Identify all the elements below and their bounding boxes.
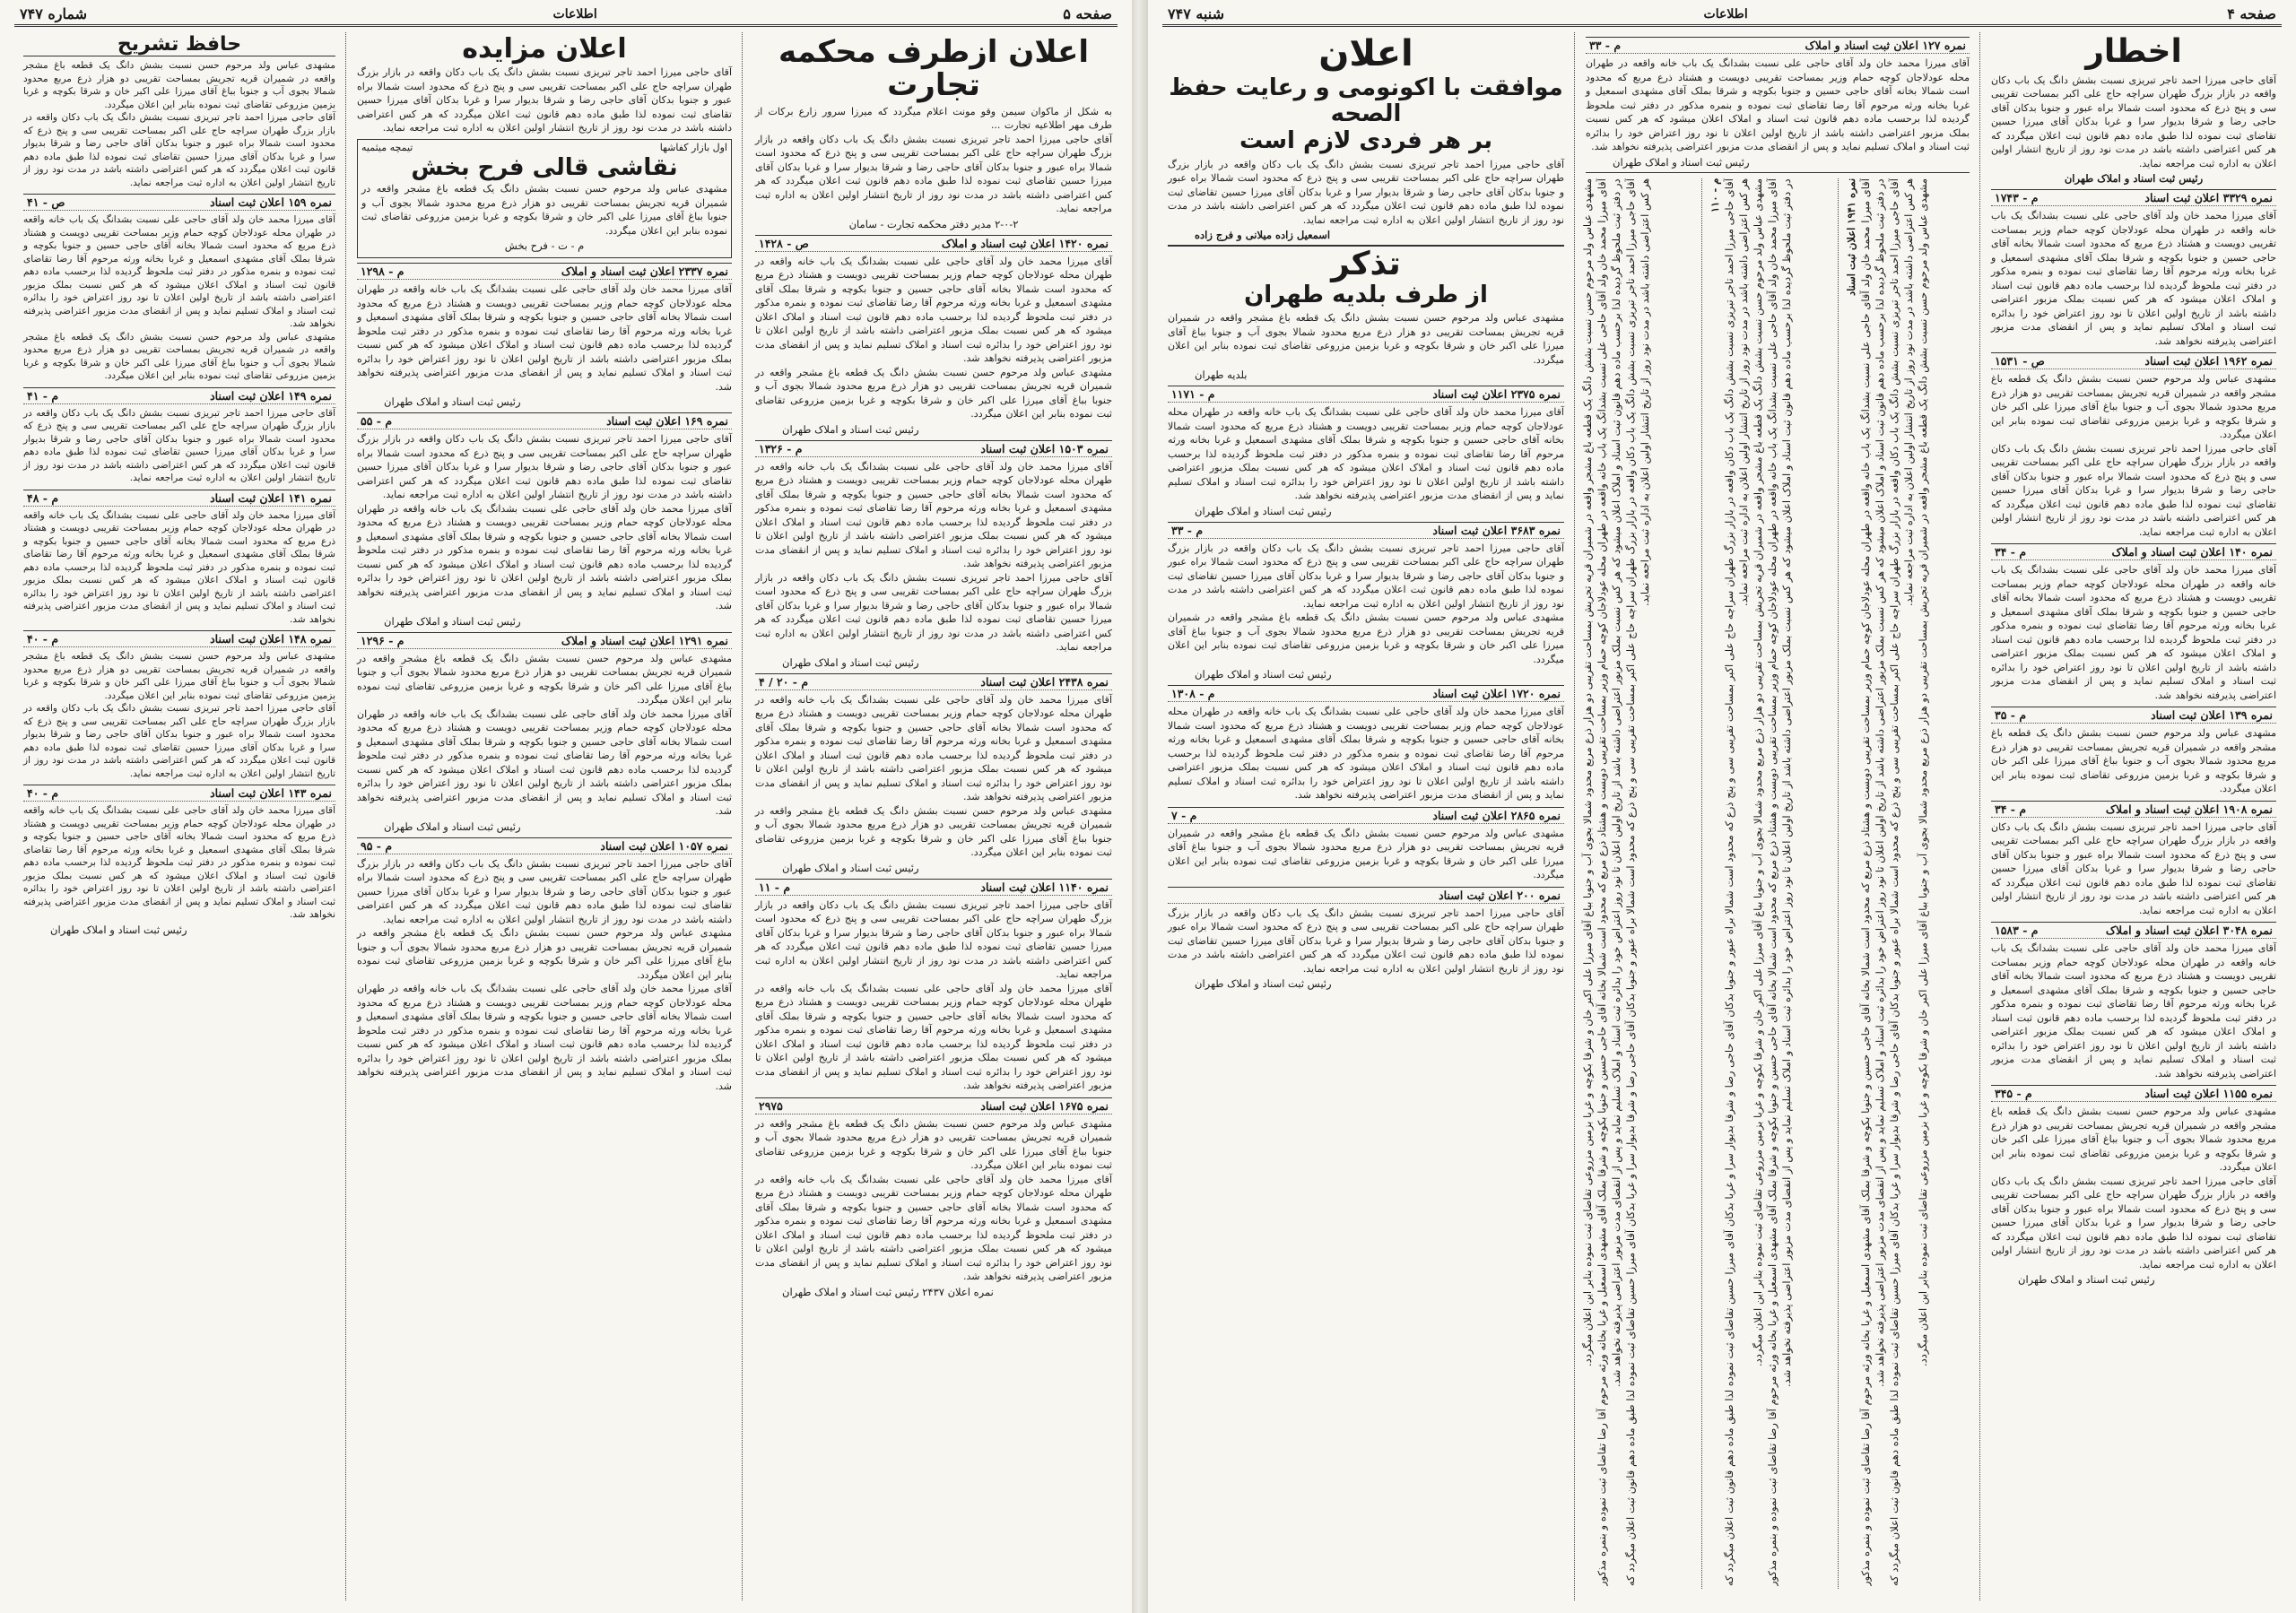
notice-body: مشهدی عباس ولد مرحوم حسن نسبت بشش دانگ یک قطعه باغ مشجر واقعه در شمیران قریه تجریش بمساحت تقریبی دو هزار ذرع مربع محدود شمالا بجوی آب و جنوبا بباغ آقای میرزا علی اکبر خان و شرقا بکوچه و غربا بزمین مزروعی تقاضای ثبت نموده بنابر این اعلان میگردد.	[23, 331, 335, 382]
main-notice-subtitle: موافقت با اکونومی و رعایت حفظ الصحه	[1169, 74, 1563, 127]
court-signature: ۲-۰-۲ مدیر دفتر محکمه تجارت - سامان	[848, 217, 1019, 230]
rotated-notice: نمره ۱۹۴۱ اعلان ثبت اسناد آقای میرزا محمد خان ولد آقای حاجی علی نسبت بشدانگ یک باب خانه واقعه در طهران محله عودلاجان کوچه حمام وزیر بمساحت تقریبی دویست و هشتاد ذرع مربع که محدود است شمالا بخانه آقای حاجی حسین و جنوبا بکوچه و شرقا بملک آقای مشهدی اسمعیل و غربا بخانه ورثه مرحوم آقا رضا تقاضای ثبت نموده و بنمره مذکور در دفتر ثبت ملحوظ گردیده لذا برحسب ماده دهم قانون ثبت اسناد و املاک اعلان میشود که هر کس نسبت بملک مزبور اعتراضی داشته باشد از تاریخ اولین اعلان تا نود روز اعتراض خود را بدائره ثبت اسناد و املاک تسلیم نماید و پس از انقضای مدت مزبور اعتراضی پذیرفته نخواهد شد. آقای حاجی میرزا احمد تاجر تبریزی نسبت بشش دانگ یک باب دکان واقعه در بازار بزرگ طهران سراچه حاج علی اکبر بمساحت تقریبی سی و پنج ذرع که محدود است شمالا براه عبور و جنوبا بدکان آقای حاجی رضا و شرقا بدیوار سرا و غربا بدکان آقای میرزا حسین تقاضای ثبت نموده لذا طبق ماده دهم قانون ثبت اعلان میگردد که هر کس اعتراضی داشته باشد در مدت نود روز از تاریخ انتشار اولین اعلان به اداره ثبت مراجعه نماید. مشهدی عباس ولد مرحوم حسن نسبت بشش دانگ یک قطعه باغ مشجر واقعه در شمیران قریه تجریش بمساحت تقریبی دو هزار ذرع مربع محدود شمالا بجوی آب و جنوبا بباغ آقای میرزا علی اکبر خان و شرقا بکوچه و غربا بزمین مزروعی تقاضای ثبت نموده بنابر این اعلان میگردد.	[1845, 178, 1929, 1586]
notice-header: نمره ۱۹۶۲ اعلان ثبت اسناد ص - ۱۵۳۱	[1991, 352, 2276, 369]
warning-body: آقای حاجی میرزا احمد تاجر تبریزی نسبت بشش دانگ یک باب دکان واقعه در بازار بزرگ طهران سراچه حاج علی اکبر بمساحت تقریبی سی و پنج ذرع که محدود است شمالا براه عبور و جنوبا بدکان آقای حاجی رضا و شرقا بدیوار سرا و غربا بدکان آقای میرزا حسین تقاضای ثبت نموده لذا طبق ماده دهم قانون ثبت اعلان میگردد که هر کس اعتراضی داشته باشد در مدت نود روز از تاریخ انتشار اولین اعلان به اداره ثبت مراجعه نماید.	[1991, 74, 2276, 169]
notice-body: آقای میرزا محمد خان ولد آقای حاجی علی نسبت بشدانگ یک باب خانه واقعه در طهران محله عودلاجان کوچه حمام وزیر بمساحت تقریبی دویست و هشتاد ذرع مربع که محدود است شمالا بخانه آقای حاجی حسین و جنوبا بکوچه و شرقا بملک آقای مشهدی اسمعیل و غربا بخانه ورثه مرحوم آقا رضا تقاضای ثبت نموده و بنمره مذکور در دفتر ثبت ملحوظ گردیده لذا برحسب ماده دهم قانون ثبت اسناد و املاک اعلان میشود که هر کس نسبت بملک مزبور اعتراضی داشته باشد از تاریخ اولین اعلان تا نود روز اعتراض خود را بدائره ثبت اسناد و املاک تسلیم نماید و پس از انقضای مدت مزبور اعتراضی پذیرفته نخواهد شد.	[755, 982, 1112, 1092]
notice-body: مشهدی عباس ولد مرحوم حسن نسبت بشش دانگ یک قطعه باغ مشجر واقعه در شمیران قریه تجریش بمساحت تقریبی دو هزار ذرع مربع محدود شمالا بجوی آب و جنوبا بباغ آقای میرزا علی اکبر خان و شرقا بکوچه و غربا بزمین مزروعی تقاضای ثبت نموده بنابر این اعلان میگردد.	[357, 927, 732, 981]
notice-body: آقای میرزا محمد خان ولد آقای حاجی علی نسبت بشدانگ یک باب خانه واقعه در طهران محله عودلاجان کوچه حمام وزیر بمساحت تقریبی دویست و هشتاد ذرع مربع که محدود است شمالا بخانه آقای حاجی حسین و جنوبا بکوچه و شرقا بملک آقای مشهدی اسمعیل و غربا بخانه ورثه مرحوم آقا رضا تقاضای ثبت نموده و بنمره مذکور در دفتر ثبت ملحوظ گردیده لذا برحسب ماده دهم قانون ثبت اسناد و املاک اعلان میشود که هر کس نسبت بملک مزبور اعتراضی داشته باشد از تاریخ اولین اعلان تا نود روز اعتراض خود را بدائره ثبت اسناد و املاک تسلیم نماید و پس از انقضای مدت مزبور اعتراضی پذیرفته نخواهد شد.	[755, 693, 1112, 803]
left-page-header	[14, 4, 1118, 27]
reminder-signer: بلدیه طهران	[1195, 369, 1248, 382]
notice-signature: رئیس ثبت اسناد و املاک طهران	[384, 395, 521, 409]
notice-body: آقای میرزا محمد خان ولد آقای حاجی علی نسبت بشدانگ یک باب خانه واقعه در طهران محله عودلاجان کوچه حمام وزیر بمساحت تقریبی دویست و هشتاد ذرع مربع که محدود است شمالا بخانه آقای حاجی حسین و جنوبا بکوچه و شرقا بملک آقای مشهدی اسمعیل و غربا بخانه ورثه مرحوم آقا رضا تقاضای ثبت نموده و بنمره مذکور در دفتر ثبت ملحوظ گردیده لذا برحسب ماده دهم قانون ثبت اسناد و املاک اعلان میشود که هر کس نسبت بملک مزبور اعتراضی داشته باشد از تاریخ اولین اعلان تا نود روز اعتراض خود را بدائره ثبت اسناد و املاک تسلیم نماید و پس از انقضای مدت مزبور اعتراضی پذیرفته نخواهد شد.	[1168, 706, 1564, 802]
main-notice-title: اعلان	[1318, 33, 1413, 74]
main-notice-signer: اسمعیل زاده میلانی و فرج زاده	[1195, 229, 1331, 242]
notice-body: مشهدی عباس ولد مرحوم حسن نسبت بشش دانگ یک قطعه باغ مشجر واقعه در شمیران قریه تجریش بمساحت تقریبی دو هزار ذرع مربع محدود شمالا بجوی آب و جنوبا بباغ آقای میرزا علی اکبر خان و شرقا بکوچه و غربا بزمین مزروعی تقاضای ثبت نموده بنابر این اعلان میگردد.	[1991, 727, 2276, 795]
notice-body: آقای میرزا محمد خان ولد آقای حاجی علی نسبت بشدانگ یک باب خانه واقعه در طهران محله عودلاجان کوچه حمام وزیر بمساحت تقریبی دویست و هشتاد ذرع مربع که محدود است شمالا بخانه آقای حاجی حسین و جنوبا بکوچه و شرقا بملک آقای مشهدی اسمعیل و غربا بخانه ورثه مرحوم آقا رضا تقاضای ثبت نموده و بنمره مذکور در دفتر ثبت ملحوظ گردیده لذا برحسب ماده دهم قانون ثبت اسناد و املاک اعلان میشود که هر کس نسبت بملک مزبور اعتراضی داشته باشد از تاریخ اولین اعلان تا نود روز اعتراض خود را بدائره ثبت اسناد و املاک تسلیم نماید و پس از انقضای مدت مزبور اعتراضی پذیرفته نخواهد شد.	[357, 283, 733, 393]
notice-signature: رئیس ثبت اسناد و املاک طهران	[1195, 504, 1332, 517]
notice-header: نمره ۱۹۰۸ اعلان ثبت اسناد و املاک م - ۳۴	[1991, 801, 2276, 818]
notice-header: نمره ۱۴۸ اعلان ثبت اسناد م - ۴۰	[23, 630, 335, 647]
warning-signer: رئیس ثبت اسناد و املاک طهران	[2064, 172, 2204, 186]
notice-body: مشهدی عباس ولد مرحوم حسن نسبت بشش دانگ یک قطعه باغ مشجر واقعه در شمیران قریه تجریش بمساحت تقریبی دو هزار ذرع مربع محدود شمالا بجوی آب و جنوبا بباغ آقای میرزا علی اکبر خان و شرقا بکوچه و غربا بزمین مزروعی تقاضای ثبت نموده بنابر این اعلان میگردد.	[357, 652, 732, 707]
left-page	[0, 0, 1132, 1613]
notice-header: نمره ۲۳۷۵ اعلان ثبت اسناد م - ۱۱۷۱	[1168, 386, 1564, 403]
notice-body: مشهدی عباس ولد مرحوم حسن نسبت بشش دانگ یک قطعه باغ مشجر واقعه در شمیران قریه تجریش بمساحت تقریبی دو هزار ذرع مربع محدود شمالا بجوی آب و جنوبا بباغ آقای میرزا علی اکبر خان و شرقا بکوچه و غربا بزمین مزروعی تقاضای ثبت نموده بنابر این اعلان میگردد.	[1991, 1106, 2276, 1174]
notice-header: نمره ۱۲۷ اعلان ثبت اسناد و املاک م - ۳۳	[1586, 37, 1970, 54]
page-number: شنبه ۷۴۷	[1168, 5, 1224, 22]
notice-header: نمره ۱۶۷۵ اعلان ثبت اسناد ۲۹۷۵	[755, 1097, 1112, 1114]
carpet-ad-box	[357, 139, 732, 259]
column-rule	[742, 32, 743, 1600]
page-number: صفحه ۵	[1063, 5, 1112, 22]
notice-body: آقای میرزا محمد خان ولد آقای حاجی علی نسبت بشدانگ یک باب خانه واقعه در طهران محله عودلاجان کوچه حمام وزیر بمساحت تقریبی دویست و هشتاد ذرع مربع که محدود است شمالا بخانه آقای حاجی حسین و جنوبا بکوچه و شرقا بملک آقای مشهدی اسمعیل و غربا بخانه ورثه مرحوم آقا رضا تقاضای ثبت نموده و بنمره مذکور در دفتر ثبت ملحوظ گردیده لذا برحسب ماده دهم قانون ثبت اسناد و املاک اعلان میشود که هر کس نسبت بملک مزبور اعتراضی داشته باشد از تاریخ اولین اعلان تا نود روز اعتراض خود را بدائره ثبت اسناد و املاک تسلیم نماید و پس از انقضای مدت مزبور اعتراضی پذیرفته نخواهد شد.	[1168, 406, 1564, 502]
right-page-header	[1162, 4, 2282, 27]
rotated-notice: مشهدی عباس ولد مرحوم حسن نسبت بشش دانگ یک قطعه باغ مشجر واقعه در شمیران قریه تجریش بمساحت تقریبی دو هزار ذرع مربع محدود شمالا بجوی آب و جنوبا بباغ آقای میرزا علی اکبر خان و شرقا بکوچه و غربا بزمین مزروعی تقاضای ثبت نموده بنابر این اعلان میگردد. آقای میرزا محمد خان ولد آقای حاجی علی نسبت بشدانگ یک باب خانه واقعه در طهران محله عودلاجان کوچه حمام وزیر بمساحت تقریبی دویست و هشتاد ذرع مربع که محدود است شمالا بخانه آقای حاجی حسین و جنوبا بکوچه و شرقا بملک آقای مشهدی اسمعیل و غربا بخانه ورثه مرحوم آقا رضا تقاضای ثبت نموده و بنمره مذکور در دفتر ثبت ملحوظ گردیده لذا برحسب ماده دهم قانون ثبت اسناد و املاک اعلان میشود که هر کس نسبت بملک مزبور اعتراضی داشته باشد از تاریخ اولین اعلان تا نود روز اعتراض خود را بدائره ثبت اسناد و املاک تسلیم نماید و پس از انقضای مدت مزبور اعتراضی پذیرفته نخواهد شد. آقای حاجی میرزا احمد تاجر تبریزی نسبت بشش دانگ یک باب دکان واقعه در بازار بزرگ طهران سراچه حاج علی اکبر بمساحت تقریبی سی و پنج ذرع که محدود است شمالا براه عبور و جنوبا بدکان آقای حاجی رضا و شرقا بدیوار سرا و غربا بدکان آقای میرزا حسین تقاضای ثبت نموده لذا طبق ماده دهم قانون ثبت اعلان میگردد که هر کس اعتراضی داشته باشد در مدت نود روز از تاریخ انتشار اولین اعلان به اداره ثبت مراجعه نماید.	[1581, 178, 1651, 1586]
notice-body: آقای حاجی میرزا احمد تاجر تبریزی نسبت بشش دانگ یک باب دکان واقعه در بازار بزرگ طهران سراچه حاج علی اکبر بمساحت تقریبی سی و پنج ذرع که محدود است شمالا براه عبور و جنوبا بدکان آقای حاجی رضا و شرقا بدیوار سرا و غربا بدکان آقای میرزا حسین تقاضای ثبت نموده لذا طبق ماده دهم قانون ثبت اعلان میگردد که هر کس اعتراضی داشته باشد در مدت نود روز از تاریخ انتشار اولین اعلان به اداره ثبت مراجعه نماید.	[23, 407, 335, 484]
carpet-ad-signer: م - ت - فرح بخش	[504, 239, 585, 253]
notice-body: آقای حاجی میرزا احمد تاجر تبریزی نسبت بشش دانگ یک باب دکان واقعه در بازار بزرگ طهران سراچه حاج علی اکبر بمساحت تقریبی سی و پنج ذرع که محدود است شمالا براه عبور و جنوبا بدکان آقای حاجی رضا و شرقا بدیوار سرا و غربا بدکان آقای میرزا حسین تقاضای ثبت نموده لذا طبق ماده دهم قانون ثبت اعلان میگردد که هر کس اعتراضی داشته باشد در مدت نود روز از تاریخ انتشار اولین اعلان به اداره ثبت مراجعه نماید.	[755, 898, 1112, 981]
notice-header: نمره ۲۸۶۵ اعلان ثبت اسناد م - ۷	[1168, 807, 1564, 824]
notice-signature: رئیس ثبت اسناد و املاک طهران	[1195, 668, 1332, 681]
column-rule	[1838, 178, 1839, 1589]
notice-header: نمره ۱۰۵۷ اعلان ثبت اسناد م - ۹۵	[357, 837, 732, 854]
auction-title: اعلان مزایده	[462, 33, 627, 65]
column-rule	[1574, 32, 1575, 1600]
reminder-title: تذکر	[1168, 245, 1564, 282]
notice-body: آقای حاجی میرزا احمد تاجر تبریزی نسبت بشش دانگ یک باب دکان واقعه در بازار بزرگ طهران سراچه حاج علی اکبر بمساحت تقریبی سی و پنج ذرع که محدود است شمالا براه عبور و جنوبا بدکان آقای حاجی رضا و شرقا بدیوار سرا و غربا بدکان آقای میرزا حسین تقاضای ثبت نموده لذا طبق ماده دهم قانون ثبت اعلان میگردد که هر کس اعتراضی داشته باشد در مدت نود روز از تاریخ انتشار اولین اعلان به اداره ثبت مراجعه نماید.	[755, 571, 1112, 654]
notice-body: آقای میرزا محمد خان ولد آقای حاجی علی نسبت بشدانگ یک باب خانه واقعه در طهران محله عودلاجان کوچه حمام وزیر بمساحت تقریبی دویست و هشتاد ذرع مربع که محدود است شمالا بخانه آقای حاجی حسین و جنوبا بکوچه و شرقا بملک آقای مشهدی اسمعیل و غربا بخانه ورثه مرحوم آقا رضا تقاضای ثبت نموده و بنمره مذکور در دفتر ثبت ملحوظ گردیده لذا برحسب ماده دهم قانون ثبت اسناد و املاک اعلان میشود که هر کس نسبت بملک مزبور اعتراضی داشته باشد از تاریخ اولین اعلان تا نود روز اعتراض خود را بدائره ثبت اسناد و املاک تسلیم نماید و پس از انقضای مدت مزبور اعتراضی پذیرفته نخواهد شد.	[1991, 210, 2276, 347]
notice-header: نمره ۱۴۳ اعلان ثبت اسناد م - ۴۰	[23, 785, 335, 802]
notice-signature: رئیس ثبت اسناد و املاک طهران	[1195, 977, 1332, 991]
notice-header: نمره ۱۴۲۰ اعلان ثبت اسناد و املاک ص - ۱۴۲۸	[755, 235, 1112, 252]
notice-body: آقای حاجی میرزا احمد تاجر تبریزی نسبت بشش دانگ یک باب دکان واقعه در بازار بزرگ طهران سراچه حاج علی اکبر بمساحت تقریبی سی و پنج ذرع که محدود است شمالا براه عبور و جنوبا بدکان آقای حاجی رضا و شرقا بدیوار سرا و غربا بدکان آقای میرزا حسین تقاضای ثبت نموده لذا طبق ماده دهم قانون ثبت اعلان میگردد که هر کس اعتراضی داشته باشد در مدت نود روز از تاریخ انتشار اولین اعلان به اداره ثبت مراجعه نماید.	[1991, 1175, 2276, 1270]
right-col-1	[1986, 32, 2282, 1600]
notice-body: آقای حاجی میرزا احمد تاجر تبریزی نسبت بشش دانگ یک باب دکان واقعه در بازار بزرگ طهران سراچه حاج علی اکبر بمساحت تقریبی سی و پنج ذرع که محدود است شمالا براه عبور و جنوبا بدکان آقای حاجی رضا و شرقا بدیوار سرا و غربا بدکان آقای میرزا حسین تقاضای ثبت نموده لذا طبق ماده دهم قانون ثبت اعلان میگردد که هر کس اعتراضی داشته باشد در مدت نود روز از تاریخ انتشار اولین اعلان به اداره ثبت مراجعه نماید.	[357, 433, 732, 501]
notice-body: مشهدی عباس ولد مرحوم حسن نسبت بشش دانگ یک قطعه باغ مشجر واقعه در شمیران قریه تجریش بمساحت تقریبی دو هزار ذرع مربع محدود شمالا بجوی آب و جنوبا بباغ آقای میرزا علی اکبر خان و شرقا بکوچه و غربا بزمین مزروعی تقاضای ثبت نموده بنابر این اعلان میگردد.	[23, 651, 335, 701]
notice-signature: رئیس ثبت اسناد و املاک طهران	[782, 861, 919, 874]
main-notice-subtitle-2: بر هر فردی لازم است	[1239, 127, 1493, 155]
notice-signature: رئیس ثبت اسناد و املاک طهران	[50, 923, 187, 936]
notice-body: مشهدی عباس ولد مرحوم حسن نسبت بشش دانگ یک قطعه باغ مشجر واقعه در شمیران قریه تجریش بمساحت تقریبی دو هزار ذرع مربع محدود شمالا بجوی آب و جنوبا بباغ آقای میرزا علی اکبر خان و شرقا بکوچه و غربا بزمین مزروعی تقاضای ثبت نموده بنابر این اعلان میگردد.	[1168, 827, 1564, 881]
notice-body: آقای حاجی میرزا احمد تاجر تبریزی نسبت بشش دانگ یک باب دکان واقعه در بازار بزرگ طهران سراچه حاج علی اکبر بمساحت تقریبی سی و پنج ذرع که محدود است شمالا براه عبور و جنوبا بدکان آقای حاجی رضا و شرقا بدیوار سرا و غربا بدکان آقای میرزا حسین تقاضای ثبت نموده لذا طبق ماده دهم قانون ثبت اعلان میگردد که هر کس اعتراضی داشته باشد در مدت نود روز از تاریخ انتشار اولین اعلان به اداره ثبت مراجعه نماید.	[357, 857, 732, 925]
column-rule	[1701, 178, 1702, 1589]
right-col-3	[1162, 32, 1570, 1600]
notice-signature: نمره اعلان ۲۴۳۷ رئیس ثبت اسناد و املاک طهران	[782, 1285, 994, 1298]
left-col-1	[750, 32, 1118, 1600]
notice-body: آقای میرزا محمد خان ولد آقای حاجی علی نسبت بشدانگ یک باب خانه واقعه در طهران محله عودلاجان کوچه حمام وزیر بمساحت تقریبی دویست و هشتاد ذرع مربع که محدود است شمالا بخانه آقای حاجی حسین و جنوبا بکوچه و شرقا بملک آقای مشهدی اسمعیل و غربا بخانه ورثه مرحوم آقا رضا تقاضای ثبت نموده و بنمره مذکور در دفتر ثبت ملحوظ گردیده لذا برحسب ماده دهم قانون ثبت اسناد و املاک اعلان میشود که هر کس نسبت بملک مزبور اعتراضی داشته باشد از تاریخ اولین اعلان تا نود روز اعتراض خود را بدائره ثبت اسناد و املاک تسلیم نماید و پس از انقضای مدت مزبور اعتراضی پذیرفته نخواهد شد.	[755, 255, 1112, 365]
notice-body: آقای حاجی میرزا احمد تاجر تبریزی نسبت بشش دانگ یک باب دکان واقعه در بازار بزرگ طهران سراچه حاج علی اکبر بمساحت تقریبی سی و پنج ذرع که محدود است شمالا براه عبور و جنوبا بدکان آقای حاجی رضا و شرقا بدیوار سرا و غربا بدکان آقای میرزا حسین تقاضای ثبت نموده لذا طبق ماده دهم قانون ثبت اعلان میگردد که هر کس اعتراضی داشته باشد در مدت نود روز از تاریخ انتشار اولین اعلان به اداره ثبت مراجعه نماید.	[1168, 542, 1564, 610]
notice-header: نمره ۱۲۹۱ اعلان ثبت اسناد و املاک م - ۱۲۹۶	[357, 632, 732, 649]
main-notice-body: آقای حاجی میرزا احمد تاجر تبریزی نسبت بشش دانگ یک باب دکان واقعه در بازار بزرگ طهران سراچه حاج علی اکبر بمساحت تقریبی سی و پنج ذرع که محدود است شمالا براه عبور و جنوبا بدکان آقای حاجی رضا و شرقا بدیوار سرا و غربا بدکان آقای میرزا حسین تقاضای ثبت نموده لذا طبق ماده دهم قانون ثبت اعلان میگردد که هر کس اعتراضی داشته باشد در مدت نود روز از تاریخ انتشار اولین اعلان به اداره ثبت مراجعه نماید.	[1168, 158, 1564, 226]
hafez-title: حافظ تشریح	[23, 34, 335, 56]
notice-body: آقای میرزا محمد خان ولد آقای حاجی علی نسبت بشدانگ یک باب خانه واقعه در طهران محله عودلاجان کوچه حمام وزیر بمساحت تقریبی دویست و هشتاد ذرع مربع که محدود است شمالا بخانه آقای حاجی حسین و جنوبا بکوچه و شرقا بملک آقای مشهدی اسمعیل و غربا بخانه ورثه مرحوم آقا رضا تقاضای ثبت نموده و بنمره مذکور در دفتر ثبت ملحوظ گردیده لذا برحسب ماده دهم قانون ثبت اسناد و املاک اعلان میشود که هر کس نسبت بملک مزبور اعتراضی داشته باشد از تاریخ اولین اعلان تا نود روز اعتراض خود را بدائره ثبت اسناد و املاک تسلیم نماید و پس از انقضای مدت مزبور اعتراضی پذیرفته نخواهد شد.	[357, 983, 733, 1092]
notice-header: نمره ۳۰۴۸ اعلان ثبت اسناد و املاک م - ۱۵۸۳	[1991, 922, 2276, 939]
notice-body: آقای حاجی میرزا احمد تاجر تبریزی نسبت بشش دانگ یک باب دکان واقعه در بازار بزرگ طهران سراچه حاج علی اکبر بمساحت تقریبی سی و پنج ذرع که محدود است شمالا براه عبور و جنوبا بدکان آقای حاجی رضا و شرقا بدیوار سرا و غربا بدکان آقای میرزا حسین تقاضای ثبت نموده لذا طبق ماده دهم قانون ثبت اعلان میگردد که هر کس اعتراضی داشته باشد در مدت نود روز از تاریخ انتشار اولین اعلان به اداره ثبت مراجعه نماید.	[1991, 820, 2276, 916]
reminder-subtitle: از طرف بلدیه طهران	[1244, 281, 1488, 308]
notice-signature: رئیس ثبت اسناد و املاک طهران	[2018, 1273, 2155, 1287]
notice-header: نمره ۱۳۹ اعلان ثبت اسناد م - ۳۵	[1991, 707, 2276, 724]
notice-body: آقای حاجی میرزا احمد تاجر تبریزی نسبت بشش دانگ یک باب دکان واقعه در بازار بزرگ طهران سراچه حاج علی اکبر بمساحت تقریبی سی و پنج ذرع که محدود است شمالا براه عبور و جنوبا بدکان آقای حاجی رضا و شرقا بدیوار سرا و غربا بدکان آقای میرزا حسین تقاضای ثبت نموده لذا طبق ماده دهم قانون ثبت اعلان میگردد که هر کس اعتراضی داشته باشد در مدت نود روز از تاریخ انتشار اولین اعلان به اداره ثبت مراجعه نماید.	[23, 703, 335, 779]
notice-body: مشهدی عباس ولد مرحوم حسن نسبت بشش دانگ یک قطعه باغ مشجر واقعه در شمیران قریه تجریش بمساحت تقریبی دو هزار ذرع مربع محدود شمالا بجوی آب و جنوبا بباغ آقای میرزا علی اکبر خان و شرقا بکوچه و غربا بزمین مزروعی تقاضای ثبت نموده بنابر این اعلان میگردد.	[1991, 373, 2276, 441]
notice-body: آقای میرزا محمد خان ولد آقای حاجی علی نسبت بشدانگ یک باب خانه واقعه در طهران محله عودلاجان کوچه حمام وزیر بمساحت تقریبی دویست و هشتاد ذرع مربع که محدود است شمالا بخانه آقای حاجی حسین و جنوبا بکوچه و شرقا بملک آقای مشهدی اسمعیل و غربا بخانه ورثه مرحوم آقا رضا تقاضای ثبت نموده و بنمره مذکور در دفتر ثبت ملحوظ گردیده لذا برحسب ماده دهم قانون ثبت اسناد و املاک اعلان میشود که هر کس نسبت بملک مزبور اعتراضی داشته باشد از تاریخ اولین اعلان تا نود روز اعتراض خود را بدائره ثبت اسناد و املاک تسلیم نماید و پس از انقضای مدت مزبور اعتراضی پذیرفته نخواهد شد.	[755, 1173, 1112, 1283]
notice-header: نمره ۱۱۴۰ اعلان ثبت اسناد م - ۱۱	[755, 879, 1112, 896]
notice-signature: رئیس ثبت اسناد و املاک طهران	[384, 820, 521, 833]
hafez-body: آقای حاجی میرزا احمد تاجر تبریزی نسبت بشش دانگ یک باب دکان واقعه در بازار بزرگ طهران سراچه حاج علی اکبر بمساحت تقریبی سی و پنج ذرع که محدود است شمالا براه عبور و جنوبا بدکان آقای حاجی رضا و شرقا بدیوار سرا و غربا بدکان آقای میرزا حسین تقاضای ثبت نموده لذا طبق ماده دهم قانون ثبت اعلان میگردد که هر کس اعتراضی داشته باشد در مدت نود روز از تاریخ انتشار اولین اعلان به اداره ثبت مراجعه نماید.	[23, 112, 335, 188]
issue-number: شماره ۷۴۷	[20, 5, 87, 22]
notice-body: آقای حاجی میرزا احمد تاجر تبریزی نسبت بشش دانگ یک باب دکان واقعه در بازار بزرگ طهران سراچه حاج علی اکبر بمساحت تقریبی سی و پنج ذرع که محدود است شمالا براه عبور و جنوبا بدکان آقای حاجی رضا و شرقا بدیوار سرا و غربا بدکان آقای میرزا حسین تقاضای ثبت نموده لذا طبق ماده دهم قانون ثبت اعلان میگردد که هر کس اعتراضی داشته باشد در مدت نود روز از تاریخ انتشار اولین اعلان به اداره ثبت مراجعه نماید.	[1991, 442, 2276, 538]
reminder-body: مشهدی عباس ولد مرحوم حسن نسبت بشش دانگ یک قطعه باغ مشجر واقعه در شمیران قریه تجریش بمساحت تقریبی دو هزار ذرع مربع محدود شمالا بجوی آب و جنوبا بباغ آقای میرزا علی اکبر خان و شرقا بکوچه و غربا بزمین مزروعی تقاضای ثبت نموده بنابر این اعلان میگردد.	[1168, 312, 1564, 366]
newspaper-name: اطلاعات	[552, 6, 597, 22]
right-page	[1148, 0, 2296, 1613]
notice-header: نمره ۱۴۰ اعلان ثبت اسناد و املاک م - ۳۴	[1991, 543, 2276, 560]
court-notice-lead: به شکل از ماکوان سیمن وقو مونت اعلام میگردد که میرزا سرور زارع برکات از طرف مهر اطلاعیه تجارت ...	[755, 105, 1112, 132]
carpet-ad-body: مشهدی عباس ولد مرحوم حسن نسبت بشش دانگ یک قطعه باغ مشجر واقعه در شمیران قریه تجریش بمساحت تقریبی دو هزار ذرع مربع محدود شمالا بجوی آب و جنوبا بباغ آقای میرزا علی اکبر خان و شرقا بکوچه و غربا بزمین مزروعی تقاضای ثبت نموده بنابر این اعلان میگردد.	[361, 183, 727, 237]
notice-body: آقای میرزا محمد خان ولد آقای حاجی علی نسبت بشدانگ یک باب خانه واقعه در طهران محله عودلاجان کوچه حمام وزیر بمساحت تقریبی دویست و هشتاد ذرع مربع که محدود است شمالا بخانه آقای حاجی حسین و جنوبا بکوچه و شرقا بملک آقای مشهدی اسمعیل و غربا بخانه ورثه مرحوم آقا رضا تقاضای ثبت نموده و بنمره مذکور در دفتر ثبت ملحوظ گردیده لذا برحسب ماده دهم قانون ثبت اسناد و املاک اعلان میشود که هر کس نسبت بملک مزبور اعتراضی داشته باشد از تاریخ اولین اعلان تا نود روز اعتراض خود را بدائره ثبت اسناد و املاک تسلیم نماید و پس از انقضای مدت مزبور اعتراضی پذیرفته نخواهد شد.	[357, 707, 733, 818]
warning-title: اخطار	[2085, 33, 2182, 70]
notice-header: نمره ۱۴۱ اعلان ثبت اسناد م - ۴۸	[23, 490, 335, 507]
right-col-2	[1580, 32, 1975, 1600]
carpet-shop-title: نقاشی قالی فرح بخش	[411, 153, 678, 181]
left-col-2	[352, 32, 737, 1600]
commercial-court-title: اعلان ازطرف محکمه تجارت	[778, 34, 1090, 104]
notice-signature: رئیس ثبت اسناد و املاک طهران	[1613, 155, 1750, 169]
notice-body: آقای میرزا محمد خان ولد آقای حاجی علی نسبت بشدانگ یک باب خانه واقعه در طهران محله عودلاجان کوچه حمام وزیر بمساحت تقریبی دویست و هشتاد ذرع مربع که محدود است شمالا بخانه آقای حاجی حسین و جنوبا بکوچه و شرقا بملک آقای مشهدی اسمعیل و غربا بخانه ورثه مرحوم آقا رضا تقاضای ثبت نموده و بنمره مذکور در دفتر ثبت ملحوظ گردیده لذا برحسب ماده دهم قانون ثبت اسناد و املاک اعلان میشود که هر کس نسبت بملک مزبور اعتراضی داشته باشد از تاریخ اولین اعلان تا نود روز اعتراض خود را بدائره ثبت اسناد و املاک تسلیم نماید و پس از انقضای مدت مزبور اعتراضی پذیرفته نخواهد شد.	[1586, 57, 1970, 152]
notice-header: نمره ۲۴۳۸ اعلان ثبت اسناد م - ۲۰ / ۴	[755, 673, 1112, 690]
court-notice-body: آقای حاجی میرزا احمد تاجر تبریزی نسبت بشش دانگ یک باب دکان واقعه در بازار بزرگ طهران سراچه حاج علی اکبر بمساحت تقریبی سی و پنج ذرع که محدود است شمالا براه عبور و جنوبا بدکان آقای حاجی رضا و شرقا بدیوار سرا و غربا بدکان آقای میرزا حسین تقاضای ثبت نموده لذا طبق ماده دهم قانون ثبت اعلان میگردد که هر کس اعتراضی داشته باشد در مدت نود روز از تاریخ انتشار اولین اعلان به اداره ثبت مراجعه نماید.	[755, 133, 1112, 215]
notice-signature: رئیس ثبت اسناد و املاک طهران	[782, 655, 919, 669]
notice-header: نمره ۱۱۵۵ اعلان ثبت اسناد م - ۳۴۵	[1991, 1085, 2276, 1102]
column-rule	[345, 32, 346, 1600]
notice-body: آقای میرزا محمد خان ولد آقای حاجی علی نسبت بشدانگ یک باب خانه واقعه در طهران محله عودلاجان کوچه حمام وزیر بمساحت تقریبی دویست و هشتاد ذرع مربع که محدود است شمالا بخانه آقای حاجی حسین و جنوبا بکوچه و شرقا بملک آقای مشهدی اسمعیل و غربا بخانه ورثه مرحوم آقا رضا تقاضای ثبت نموده و بنمره مذکور در دفتر ثبت ملحوظ گردیده لذا برحسب ماده دهم قانون ثبت اسناد و املاک اعلان میشود که هر کس نسبت بملک مزبور اعتراضی داشته باشد از تاریخ اولین اعلان تا نود روز اعتراض خود را بدائره ثبت اسناد و املاک تسلیم نماید و پس از انقضای مدت مزبور اعتراضی پذیرفته نخواهد شد.	[1991, 942, 2276, 1080]
notice-header: نمره ۱۶۹ اعلان ثبت اسناد م - ۵۵	[357, 412, 732, 429]
notice-body: آقای حاجی میرزا احمد تاجر تبریزی نسبت بشش دانگ یک باب دکان واقعه در بازار بزرگ طهران سراچه حاج علی اکبر بمساحت تقریبی سی و پنج ذرع که محدود است شمالا براه عبور و جنوبا بدکان آقای حاجی رضا و شرقا بدیوار سرا و غربا بدکان آقای میرزا حسین تقاضای ثبت نموده لذا طبق ماده دهم قانون ثبت اعلان میگردد که هر کس اعتراضی داشته باشد در مدت نود روز از تاریخ انتشار اولین اعلان به اداره ثبت مراجعه نماید.	[1168, 906, 1564, 975]
notice-signature: رئیس ثبت اسناد و املاک طهران	[782, 422, 919, 436]
notice-header: نمره ۳۶۸۳ اعلان ثبت اسناد م - ۳۳	[1168, 522, 1564, 539]
page-gutter	[1132, 0, 1148, 1613]
hafez-body: مشهدی عباس ولد مرحوم حسن نسبت بشش دانگ یک قطعه باغ مشجر واقعه در شمیران قریه تجریش بمساحت تقریبی دو هزار ذرع مربع محدود شمالا بجوی آب و جنوبا بباغ آقای میرزا علی اکبر خان و شرقا بکوچه و غربا بزمین مزروعی تقاضای ثبت نموده بنابر این اعلان میگردد.	[23, 60, 335, 110]
notice-body: مشهدی عباس ولد مرحوم حسن نسبت بشش دانگ یک قطعه باغ مشجر واقعه در شمیران قریه تجریش بمساحت تقریبی دو هزار ذرع مربع محدود شمالا بجوی آب و جنوبا بباغ آقای میرزا علی اکبر خان و شرقا بکوچه و غربا بزمین مزروعی تقاضای ثبت نموده بنابر این اعلان میگردد.	[755, 1117, 1112, 1172]
notice-body: آقای میرزا محمد خان ولد آقای حاجی علی نسبت بشدانگ یک باب خانه واقعه در طهران محله عودلاجان کوچه حمام وزیر بمساحت تقریبی دویست و هشتاد ذرع مربع که محدود است شمالا بخانه آقای حاجی حسین و جنوبا بکوچه و شرقا بملک آقای مشهدی اسمعیل و غربا بخانه ورثه مرحوم آقا رضا تقاضای ثبت نموده و بنمره مذکور در دفتر ثبت ملحوظ گردیده لذا برحسب ماده دهم قانون ثبت اسناد و املاک اعلان میشود که هر کس نسبت بملک مزبور اعتراضی داشته باشد از تاریخ اولین اعلان تا نود روز اعتراض خود را بدائره ثبت اسناد و املاک تسلیم نماید و پس از انقضای مدت مزبور اعتراضی پذیرفته نخواهد شد.	[23, 509, 335, 625]
newspaper-name: اطلاعات	[1703, 6, 1748, 22]
left-col-3	[18, 32, 341, 1600]
notice-header: نمره ۳۳۲۹ اعلان ثبت اسناد م - ۱۷۴۳	[1991, 189, 2276, 206]
rotated-notice: م - ۱۱۰ آقای حاجی میرزا احمد تاجر تبریزی نسبت بشش دانگ یک باب دکان واقعه در بازار بزرگ طهران سراچه حاج علی اکبر بمساحت تقریبی سی و پنج ذرع که محدود است شمالا براه عبور و جنوبا بدکان آقای حاجی رضا و شرقا بدیوار سرا و غربا بدکان آقای میرزا حسین تقاضای ثبت نموده لذا طبق ماده دهم قانون ثبت اعلان میگردد که هر کس اعتراضی داشته باشد در مدت نود روز از تاریخ انتشار اولین اعلان به اداره ثبت مراجعه نماید. مشهدی عباس ولد مرحوم حسن نسبت بشش دانگ یک قطعه باغ مشجر واقعه در شمیران قریه تجریش بمساحت تقریبی دو هزار ذرع مربع محدود شمالا بجوی آب و جنوبا بباغ آقای میرزا علی اکبر خان و شرقا بکوچه و غربا بزمین مزروعی تقاضای ثبت نموده بنابر این اعلان میگردد. آقای میرزا محمد خان ولد آقای حاجی علی نسبت بشدانگ یک باب خانه واقعه در طهران محله عودلاجان کوچه حمام وزیر بمساحت تقریبی دویست و هشتاد ذرع مربع که محدود است شمالا بخانه آقای حاجی حسین و جنوبا بکوچه و شرقا بملک آقای مشهدی اسمعیل و غربا بخانه ورثه مرحوم آقا رضا تقاضای ثبت نموده و بنمره مذکور در دفتر ثبت ملحوظ گردیده لذا برحسب ماده دهم قانون ثبت اسناد و املاک اعلان میشود که هر کس نسبت بملک مزبور اعتراضی داشته باشد از تاریخ اولین اعلان تا نود روز اعتراض خود را بدائره ثبت اسناد و املاک تسلیم نماید و پس از انقضای مدت مزبور اعتراضی پذیرفته نخواهد شد.	[1709, 178, 1793, 1586]
notice-body: آقای میرزا محمد خان ولد آقای حاجی علی نسبت بشدانگ یک باب خانه واقعه در طهران محله عودلاجان کوچه حمام وزیر بمساحت تقریبی دویست و هشتاد ذرع مربع که محدود است شمالا بخانه آقای حاجی حسین و جنوبا بکوچه و شرقا بملک آقای مشهدی اسمعیل و غربا بخانه ورثه مرحوم آقا رضا تقاضای ثبت نموده و بنمره مذکور در دفتر ثبت ملحوظ گردیده لذا برحسب ماده دهم قانون ثبت اسناد و املاک اعلان میشود که هر کس نسبت بملک مزبور اعتراضی داشته باشد از تاریخ اولین اعلان تا نود روز اعتراض خود را بدائره ثبت اسناد و املاک تسلیم نماید و پس از انقضای مدت مزبور اعتراضی پذیرفته نخواهد شد.	[1991, 564, 2276, 701]
notice-header: نمره ۲۰۰ اعلان ثبت اسناد	[1168, 887, 1564, 904]
notice-body: مشهدی عباس ولد مرحوم حسن نسبت بشش دانگ یک قطعه باغ مشجر واقعه در شمیران قریه تجریش بمساحت تقریبی دو هزار ذرع مربع محدود شمالا بجوی آب و جنوبا بباغ آقای میرزا علی اکبر خان و شرقا بکوچه و غربا بزمین مزروعی تقاضای ثبت نموده بنابر این اعلان میگردد.	[755, 804, 1112, 859]
notice-header: نمره ۱۵۰۳ اعلان ثبت اسناد م - ۱۳۲۶	[755, 440, 1112, 457]
notice-header: نمره ۲۳۳۷ اعلان ثبت اسناد و املاک م - ۱۲۹۸	[357, 263, 732, 280]
notice-header: نمره ۱۷۲۰ اعلان ثبت اسناد م - ۱۳۰۸	[1168, 685, 1564, 702]
issue-number: صفحه ۴	[2227, 5, 2276, 22]
notice-body: مشهدی عباس ولد مرحوم حسن نسبت بشش دانگ یک قطعه باغ مشجر واقعه در شمیران قریه تجریش بمساحت تقریبی دو هزار ذرع مربع محدود شمالا بجوی آب و جنوبا بباغ آقای میرزا علی اکبر خان و شرقا بکوچه و غربا بزمین مزروعی تقاضای ثبت نموده بنابر این اعلان میگردد.	[755, 366, 1112, 421]
notice-header: نمره ۱۵۹ اعلان ثبت اسناد ص - ۴۱	[23, 194, 335, 211]
notice-body: آقای میرزا محمد خان ولد آقای حاجی علی نسبت بشدانگ یک باب خانه واقعه در طهران محله عودلاجان کوچه حمام وزیر بمساحت تقریبی دویست و هشتاد ذرع مربع که محدود است شمالا بخانه آقای حاجی حسین و جنوبا بکوچه و شرقا بملک آقای مشهدی اسمعیل و غربا بخانه ورثه مرحوم آقا رضا تقاضای ثبت نموده و بنمره مذکور در دفتر ثبت ملحوظ گردیده لذا برحسب ماده دهم قانون ثبت اسناد و املاک اعلان میشود که هر کس نسبت بملک مزبور اعتراضی داشته باشد از تاریخ اولین اعلان تا نود روز اعتراض خود را بدائره ثبت اسناد و املاک تسلیم نماید و پس از انقضای مدت مزبور اعتراضی پذیرفته نخواهد شد.	[357, 502, 733, 612]
bazaar-label: اول بازار کفاشها	[659, 141, 727, 153]
notice-signature: رئیس ثبت اسناد و املاک طهران	[384, 614, 521, 628]
auction-body: آقای حاجی میرزا احمد تاجر تبریزی نسبت بشش دانگ یک باب دکان واقعه در بازار بزرگ طهران سراچه حاج علی اکبر بمساحت تقریبی سی و پنج ذرع که محدود است شمالا براه عبور و جنوبا بدکان آقای حاجی رضا و شرقا بدیوار سرا و غربا بدکان آقای میرزا حسین تقاضای ثبت نموده لذا طبق ماده دهم قانون ثبت اعلان میگردد که هر کس اعتراضی داشته باشد در مدت نود روز از تاریخ انتشار اولین اعلان به اداره ثبت مراجعه نماید.	[357, 66, 732, 134]
notice-body: آقای میرزا محمد خان ولد آقای حاجی علی نسبت بشدانگ یک باب خانه واقعه در طهران محله عودلاجان کوچه حمام وزیر بمساحت تقریبی دویست و هشتاد ذرع مربع که محدود است شمالا بخانه آقای حاجی حسین و جنوبا بکوچه و شرقا بملک آقای مشهدی اسمعیل و غربا بخانه ورثه مرحوم آقا رضا تقاضای ثبت نموده و بنمره مذکور در دفتر ثبت ملحوظ گردیده لذا برحسب ماده دهم قانون ثبت اسناد و املاک اعلان میشود که هر کس نسبت بملک مزبور اعتراضی داشته باشد از تاریخ اولین اعلان تا نود روز اعتراض خود را بدائره ثبت اسناد و املاک تسلیم نماید و پس از انقضای مدت مزبور اعتراضی پذیرفته نخواهد شد.	[755, 460, 1112, 570]
notice-header: نمره ۱۴۹ اعلان ثبت اسناد م - ۴۱	[23, 387, 335, 404]
notice-body: آقای میرزا محمد خان ولد آقای حاجی علی نسبت بشدانگ یک باب خانه واقعه در طهران محله عودلاجان کوچه حمام وزیر بمساحت تقریبی دویست و هشتاد ذرع مربع که محدود است شمالا بخانه آقای حاجی حسین و جنوبا بکوچه و شرقا بملک آقای مشهدی اسمعیل و غربا بخانه ورثه مرحوم آقا رضا تقاضای ثبت نموده و بنمره مذکور در دفتر ثبت ملحوظ گردیده لذا برحسب ماده دهم قانون ثبت اسناد و املاک اعلان میشود که هر کس نسبت بملک مزبور اعتراضی داشته باشد از تاریخ اولین اعلان تا نود روز اعتراض خود را بدائره ثبت اسناد و املاک تسلیم نماید و پس از انقضای مدت مزبور اعتراضی پذیرفته نخواهد شد.	[23, 805, 335, 921]
column-rule	[1979, 32, 1980, 1600]
notice-body: مشهدی عباس ولد مرحوم حسن نسبت بشش دانگ یک قطعه باغ مشجر واقعه در شمیران قریه تجریش بمساحت تقریبی دو هزار ذرع مربع محدود شمالا بجوی آب و جنوبا بباغ آقای میرزا علی اکبر خان و شرقا بکوچه و غربا بزمین مزروعی تقاضای ثبت نموده بنابر این اعلان میگردد.	[1168, 611, 1564, 665]
rotated-notices-block	[1581, 172, 1970, 1589]
notice-body: آقای میرزا محمد خان ولد آقای حاجی علی نسبت بشدانگ یک باب خانه واقعه در طهران محله عودلاجان کوچه حمام وزیر بمساحت تقریبی دویست و هشتاد ذرع مربع که محدود است شمالا بخانه آقای حاجی حسین و جنوبا بکوچه و شرقا بملک آقای مشهدی اسمعیل و غربا بخانه ورثه مرحوم آقا رضا تقاضای ثبت نموده و بنمره مذکور در دفتر ثبت ملحوظ گردیده لذا برحسب ماده دهم قانون ثبت اسناد و املاک اعلان میشود که هر کس نسبت بملک مزبور اعتراضی داشته باشد از تاریخ اولین اعلان تا نود روز اعتراض خود را بدائره ثبت اسناد و املاک تسلیم نماید و پس از انقضای مدت مزبور اعتراضی پذیرفته نخواهد شد.	[23, 214, 335, 330]
timche-label: تیمچه میثمیه	[361, 141, 413, 153]
